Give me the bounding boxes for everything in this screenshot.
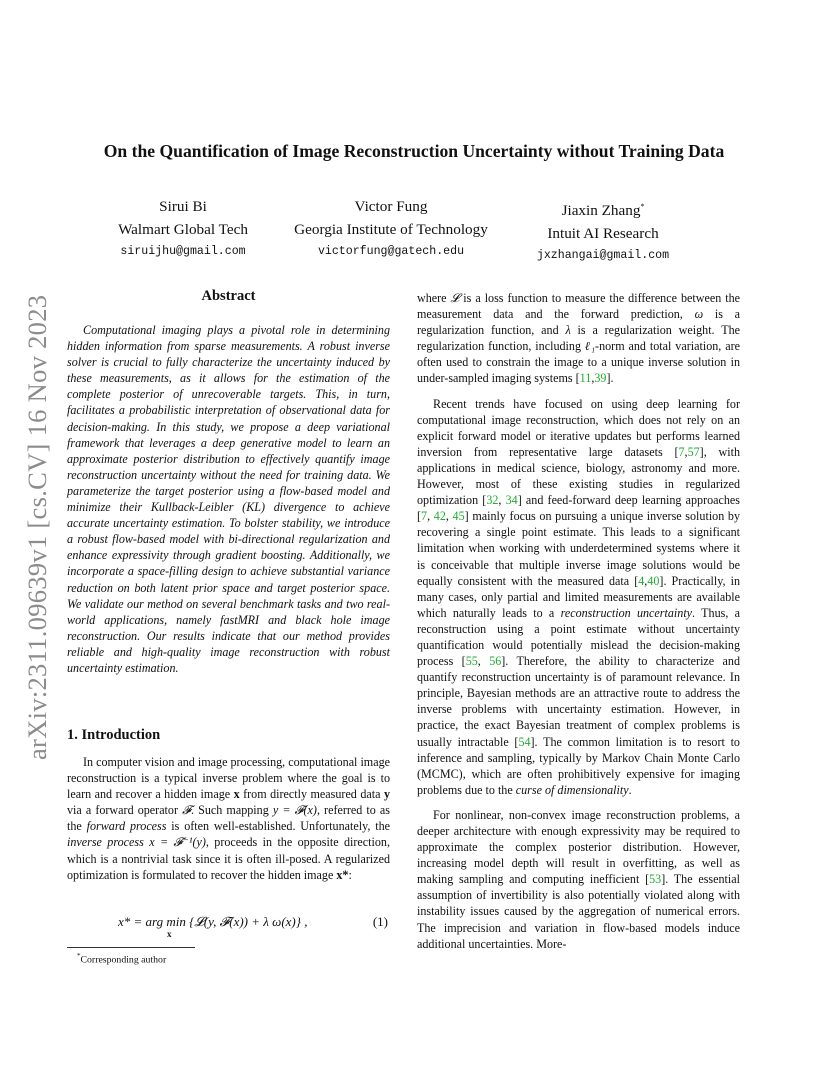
citation-link[interactable]: 7 xyxy=(421,509,428,524)
author-email[interactable]: jxzhangai@gmail.com xyxy=(536,249,670,263)
math-inline: x xyxy=(233,787,240,802)
author-email[interactable]: victorfung@gatech.edu xyxy=(317,245,465,258)
citation-link[interactable]: 40 xyxy=(647,573,660,588)
author-affiliation: Walmart Global Tech xyxy=(118,221,248,238)
citation-link[interactable]: 7 xyxy=(678,444,685,459)
paragraph: For nonlinear, non-convex image reconstruction problems, a deeper architecture with enough expressivity may be required to approximate the complex posterior distribution. However, increasing model depth will result in overfitting, as well as making sampling and computing inefficient [53]. The essential assumption of invertibility is also potentially violated along with instability issues caused by the aggregation of numerical errors. The imprecision and variation in flow-based models induce additional uncertainties. More- xyxy=(417,807,740,951)
citation-link[interactable]: 54 xyxy=(518,734,531,749)
math-inline: λ xyxy=(565,323,571,338)
equation-number: (1) xyxy=(372,914,388,929)
author-name: Jiaxin Zhang* xyxy=(561,202,645,220)
paragraph: where 𝓛 is a loss function to measure the difference between the measurement data and the forward prediction, ω is a regularization function, and λ is a regularization weight. The regularization function, including ℓ₁-norm and total variation, are often used to constrain the image to a unique inverse solution in under-sampled imaging systems [11,39]. xyxy=(417,291,741,386)
citation-link[interactable]: 11 xyxy=(579,371,592,386)
math-inline: x = 𝓕⁻¹(y) xyxy=(149,835,206,850)
author-name: Sirui Bi xyxy=(159,198,207,215)
footnote-divider xyxy=(67,947,195,948)
math-inline: y xyxy=(383,787,391,802)
math-inline: ω xyxy=(694,307,704,322)
math-inline: 𝓕 xyxy=(182,803,192,818)
author-affiliation: Georgia Institute of Technology xyxy=(294,221,488,238)
author-3 xyxy=(518,195,688,267)
emphasis: inverse process xyxy=(67,835,144,850)
footnote: *Corresponding author xyxy=(77,952,167,966)
author-1 xyxy=(103,195,263,263)
citation-link[interactable]: 39 xyxy=(594,371,607,386)
paper-title: On the Quantification of Image Reconstruction Uncertainty without Training Data xyxy=(103,141,725,161)
paragraph: Recent trends have focused on using deep learning for computational image reconstruction, which does not rely on an explicit forward model or iterative updates but performs learned inversion from representative large datasets [7,57], with applications in medical science, biology, astronomy and more. However, most of these existing studies in regularized optimization [32, 34] and feed-forward deep learning approaches [7, 42, 45] mainly focus on pursuing a unique inverse solution by recovering a single point estimate. This leads to a significant limitation when working with underdetermined systems where it is conceivable that multiple inverse image solutions would be equally consistent with the measured data [4,40]. Practically, in many cases, only partial and limited measurements are available which naturally leads to a reconstruction uncertainty. Thus, a reconstruction using a point estimate without uncertainty quantification would potentially mislead the decision-making process [55, 56]. Therefore, the ability to characterize and quantify reconstruction uncertainty is of paramount relevance. In principle, Bayesian methods are an attractive route to address the inverse problems with uncertainty estimation. However, in practice, the exact Bayesian treatment of complex problems is usually intractable [54]. The common limitation is to resort to inference and sampling, typically by Markov Chain Monte Carlo (MCMC), which are often prohibitively expensive for imaging problems due to the curse of dimensionality. xyxy=(417,396,741,797)
emphasis: forward process xyxy=(86,819,167,834)
math-inline: 𝓛 xyxy=(450,291,460,305)
math-inline: ℓ₁ xyxy=(584,339,596,354)
equation-1 xyxy=(67,914,390,944)
math-inline: x* xyxy=(336,867,349,882)
citation-link[interactable]: 45 xyxy=(452,509,465,524)
equation-subscript: x xyxy=(167,929,172,939)
abstract-text: Computational imaging plays a pivotal role in determining hidden information from sparse measurements. A robust inverse solver is crucial to fully characterize the uncertainty induced by these measurements, as it allows for the estimation of the complete posterior of unrecoverable targets. This, in turn, facilitates a probabilistic interpretation of observational data for decision-making. In this study, we propose a deep variational framework that leverages a deep generative model to learn an approximate posterior distribution to effectively quantify image reconstruction uncertainty without the need for training data. We parameterize the target posterior using a flow-based model and minimize their Kullback-Leibler (KL) divergence to achieve accurate uncertainty estimation. To bolster stability, we introduce a robust flow-based model with bi-directional regularization and enhance expressivity through gradient boosting. Additionally, we incorporate a space-filling design to achieve substantial variance reduction on both latent prior space and target posterior space. We validate our method on several benchmark tasks and two real-world applications, namely fastMRI and black hole image reconstruction. Our results indicate that our method provides reliable and high-quality image reconstruction with robust uncertainty estimation. xyxy=(67,323,390,675)
citation-link[interactable]: 57 xyxy=(687,444,700,459)
equation-body: x* = arg min {𝓛(y, 𝓕(x)) + λ ω(x)} , xyxy=(118,914,308,929)
emphasis: curse of dimensionality xyxy=(515,782,629,797)
citation-link[interactable]: 42 xyxy=(433,509,446,524)
emphasis: reconstruction uncertainty xyxy=(560,605,693,620)
abstract-heading: Abstract xyxy=(201,288,256,304)
citation-link[interactable]: 53 xyxy=(649,872,662,887)
citation-link[interactable]: 32 xyxy=(486,493,499,508)
footnote-mark: * xyxy=(77,952,81,960)
citation-link[interactable]: 55 xyxy=(465,654,478,669)
author-2 xyxy=(276,195,506,263)
intro-paragraph: In computer vision and image processing, computational image reconstruction is a typical inverse problem where the goal is to learn and recover a hidden image x from directly measured data y via a forward operator 𝓕. Such mapping y = 𝓕(x), referred to as the forward process is often well-established. Unfortunately, the inverse process x = 𝓕⁻¹(y), proceeds in the opposite direction, which is a nontrivial task since it is often ill-posed. A regularized optimization is formulated to recover the hidden image x*: xyxy=(67,755,391,882)
math-inline: y = 𝓕(x) xyxy=(272,803,317,818)
right-column xyxy=(417,290,740,952)
corresponding-mark: * xyxy=(640,202,645,211)
citation-link[interactable]: 56 xyxy=(489,654,502,669)
author-name: Victor Fung xyxy=(354,198,428,215)
citation-link[interactable]: 4 xyxy=(638,573,645,588)
arxiv-identifier[interactable]: arXiv:2311.09639v1 [cs.CV] 16 Nov 2023 xyxy=(22,294,52,760)
citation-link[interactable]: 34 xyxy=(505,493,518,508)
author-email[interactable]: siruijhu@gmail.com xyxy=(120,245,246,258)
section-heading-introduction: 1. Introduction xyxy=(67,727,161,743)
author-affiliation: Intuit AI Research xyxy=(547,225,659,243)
